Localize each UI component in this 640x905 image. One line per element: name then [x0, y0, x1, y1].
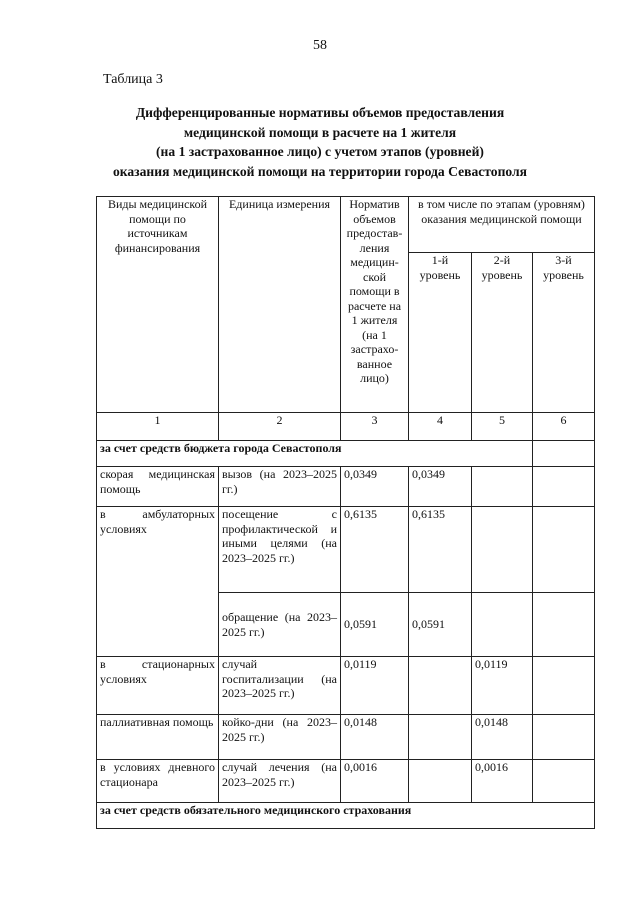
table-row: [97, 657, 595, 715]
column-numbers-row: [97, 413, 595, 441]
cell-level-2: [472, 467, 533, 507]
section-row: [97, 803, 595, 829]
cell-norm: 0,0148: [341, 715, 409, 760]
cell-level-2: 0,0016: [472, 760, 533, 803]
header-unit: Единица измерения: [219, 197, 341, 413]
cell-unit: случай госпитализации (на 2023–2025 гг.): [219, 657, 341, 715]
column-number: 3: [341, 413, 409, 441]
column-number: 6: [533, 413, 595, 441]
norms-table: [96, 196, 595, 829]
table-row: [97, 715, 595, 760]
document-title: [70, 103, 570, 181]
cell-norm: 0,0349: [341, 467, 409, 507]
table-row: [97, 507, 595, 593]
header-row: [97, 197, 595, 253]
header-medical-care-type: Виды медицинской помощи по источникам финансирования: [97, 197, 219, 413]
cell-level-1: [409, 760, 472, 803]
cell-level-2: [472, 593, 533, 657]
column-number: 2: [219, 413, 341, 441]
column-number: 1: [97, 413, 219, 441]
column-number: 4: [409, 413, 472, 441]
column-number: 5: [472, 413, 533, 441]
page-number: 58: [313, 38, 327, 53]
cell-unit: посещение с профилактической и иными целями (на 2023–2025 гг.): [219, 507, 341, 593]
table-row: [97, 760, 595, 803]
cell-norm: 0,0591: [341, 593, 409, 657]
cell-level-1: [409, 715, 472, 760]
header-norm: Норматив объемов предостав-ления медицин-ской помощи в расчете на 1 жителя (на 1 застрахо-ванное лицо): [341, 197, 409, 413]
cell-unit: койко-дни (на 2023–2025 гг.): [219, 715, 341, 760]
cell-level-2: [472, 507, 533, 593]
cell-norm: 0,6135: [341, 507, 409, 593]
cell-type: в условиях дневного стационара: [97, 760, 219, 803]
cell-level-1: 0,6135: [409, 507, 472, 593]
table-caption: Таблица 3: [103, 72, 163, 87]
cell-level-3: [533, 760, 595, 803]
section-budget: за счет средств бюджета города Севастополя: [97, 441, 533, 467]
table-cell: [533, 441, 595, 467]
cell-level-2: 0,0148: [472, 715, 533, 760]
title-line: (на 1 застрахованное лицо) с учетом этапов (уровней): [156, 144, 484, 159]
cell-level-1: 0,0349: [409, 467, 472, 507]
cell-unit: случай лечения (на 2023–2025 гг.): [219, 760, 341, 803]
cell-level-1: [409, 657, 472, 715]
title-line: Дифференцированные нормативы объемов предоставления: [135, 105, 505, 120]
table-row: [97, 467, 595, 507]
header-levels-group: в том числе по этапам (уровням) оказания медицинской помощи: [409, 197, 595, 253]
section-row: [97, 441, 595, 467]
cell-level-3: [533, 657, 595, 715]
cell-type: скорая медицинская помощь: [97, 467, 219, 507]
cell-unit: обращение (на 2023–2025 гг.): [219, 593, 341, 657]
title-line: оказания медицинской помощи на территории города Севастополя: [112, 163, 528, 179]
cell-type: в стационарных условиях: [97, 657, 219, 715]
cell-norm: 0,0119: [341, 657, 409, 715]
cell-type: в амбулаторных условиях: [97, 507, 219, 657]
cell-type: паллиативная помощь: [97, 715, 219, 760]
cell-level-1: 0,0591: [409, 593, 472, 657]
header-level-2: 2-й уровень: [472, 253, 533, 413]
cell-level-3: [533, 715, 595, 760]
cell-level-3: [533, 467, 595, 507]
cell-norm: 0,0016: [341, 760, 409, 803]
cell-level-3: [533, 593, 595, 657]
cell-level-3: [533, 507, 595, 593]
header-level-3: 3-й уровень: [533, 253, 595, 413]
cell-unit: вызов (на 2023–2025 гг.): [219, 467, 341, 507]
title-line: медицинской помощи в расчете на 1 жителя: [183, 124, 457, 140]
section-oms: за счет средств обязательного медицинского страхования: [97, 803, 595, 829]
header-level-1: 1-й уровень: [409, 253, 472, 413]
cell-level-2: 0,0119: [472, 657, 533, 715]
